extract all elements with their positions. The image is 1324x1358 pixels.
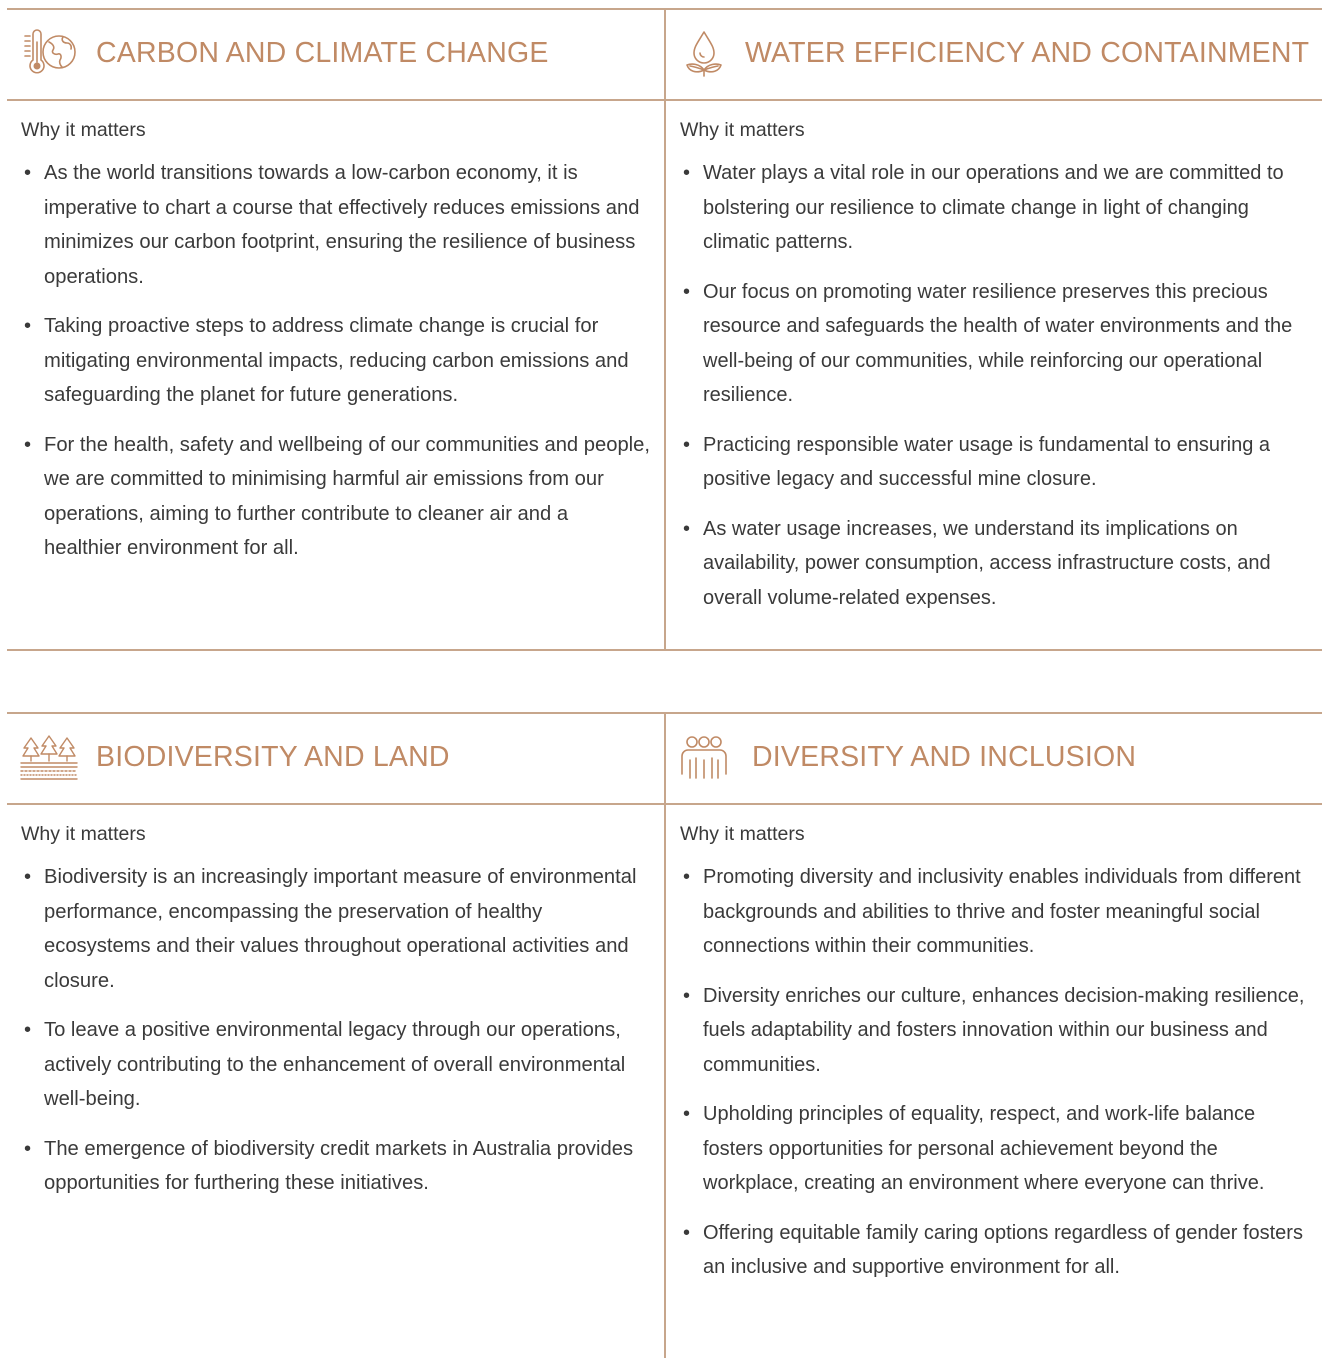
list-item-text: Practicing responsible water usage is fundamental to ensuring a positive legacy and successful mine closure.	[703, 433, 1270, 490]
panel-title: BIODIVERSITY AND LAND	[96, 741, 450, 773]
list-item-text: To leave a positive environmental legacy through our operations, actively contributing to the enhancement of overall environmental well-being.	[44, 1019, 626, 1110]
list-item-text: Our focus on promoting water resilience preserves this precious resource and safeguards the health of water environments and the well-being of our communities, while reinforcing our operational resilience.	[703, 280, 1293, 406]
bullet-icon: •	[24, 162, 32, 184]
list-item	[21, 309, 651, 413]
bullet-icon: •	[683, 433, 691, 456]
bullet-icon: •	[683, 866, 691, 888]
list-item	[680, 1216, 1310, 1285]
list-item	[21, 860, 651, 998]
panel-header	[666, 10, 1322, 99]
bullet-list	[680, 860, 1310, 1285]
trees-land-icon	[19, 730, 79, 786]
list-item-text: As the world transitions towards a low-carbon economy, it is imperative to chart a course that effectively reduces emissions and minimizes our carbon footprint, ensuring the resilience of business operations.	[44, 162, 640, 288]
bullet-icon: •	[683, 1103, 691, 1125]
section-environment	[7, 8, 1322, 651]
why-it-matters-label: Why it matters	[680, 823, 805, 845]
list-item-text: Diversity enriches our culture, enhances decision-making resilience, fuels adaptability and fosters innovation within our business and communities.	[703, 984, 1305, 1076]
list-item-text: Biodiversity is an increasingly important measure of environmental performance, encompassing the preservation of healthy ecosystems and their values throughout operational activities and closure.	[44, 866, 637, 992]
list-item-text: Promoting diversity and inclusivity enables individuals from different backgrounds and abilities to thrive and foster meaningful social connections within their communities.	[703, 866, 1301, 957]
bullet-icon: •	[683, 162, 691, 184]
bullet-icon: •	[24, 1137, 32, 1160]
list-item	[680, 156, 1310, 260]
list-item-text: Taking proactive steps to address climate change is crucial for mitigating environmental impacts, reducing carbon emissions and safeguarding the planet for future generations.	[44, 315, 629, 406]
bullet-list	[21, 860, 651, 1201]
bullet-list	[680, 156, 1310, 615]
bullet-icon: •	[683, 517, 691, 540]
panel-title: CARBON AND CLIMATE CHANGE	[96, 37, 549, 69]
bullet-list	[21, 156, 651, 566]
list-item-text: Water plays a vital role in our operations and we are committed to bolstering our resilience to climate change in light of changing climatic patterns.	[703, 162, 1284, 253]
list-item-text: For the health, safety and wellbeing of our communities and people, we are committed to minimising harmful air emissions from our operations, aiming to further contribute to cleaner air and a healthier environment for all.	[44, 433, 650, 559]
column-divider	[664, 712, 666, 1358]
bullet-icon: •	[24, 866, 32, 888]
bullet-icon: •	[24, 315, 32, 337]
panel-title: WATER EFFICIENCY AND CONTAINMENT	[745, 37, 1310, 69]
list-item-text: As water usage increases, we understand its implications on availability, power consumption, access infrastructure costs, and overall volume-related expenses.	[703, 517, 1271, 609]
people-group-icon	[674, 730, 734, 786]
list-item-text: The emergence of biodiversity credit markets in Australia provides opportunities for furthering these initiatives.	[44, 1137, 634, 1194]
list-item	[680, 512, 1310, 616]
panel-body	[680, 805, 1310, 1300]
bullet-icon: •	[683, 280, 691, 303]
list-item	[680, 979, 1310, 1083]
water-drop-leaves-icon	[674, 26, 734, 82]
panel-body	[21, 101, 651, 581]
section-social	[7, 712, 1322, 1358]
list-item-text: Offering equitable family caring options regardless of gender fosters an inclusive and supportive environment for all.	[703, 1221, 1303, 1278]
why-it-matters-label: Why it matters	[21, 119, 146, 141]
panel-header	[666, 714, 1322, 803]
panel-header	[7, 10, 664, 99]
bullet-icon: •	[24, 1019, 32, 1041]
list-item	[680, 428, 1310, 497]
list-item	[680, 275, 1310, 413]
bullet-icon: •	[24, 433, 32, 456]
why-it-matters-label: Why it matters	[21, 823, 146, 845]
bullet-icon: •	[683, 984, 691, 1007]
panel-body	[21, 805, 651, 1216]
list-item	[21, 156, 651, 294]
panel-title: DIVERSITY AND INCLUSION	[752, 741, 1137, 773]
list-item	[21, 428, 651, 566]
bullet-icon: •	[683, 1221, 691, 1244]
thermometer-globe-icon	[19, 26, 79, 82]
why-it-matters-label: Why it matters	[680, 119, 805, 141]
list-item-text: Upholding principles of equality, respect, and work-life balance fosters opportunities for personal achievement beyond the workplace, creating an environment where everyone can thrive.	[703, 1103, 1265, 1194]
list-item	[680, 860, 1310, 964]
list-item	[680, 1097, 1310, 1201]
column-divider	[664, 8, 666, 651]
panel-body	[680, 101, 1310, 630]
list-item	[21, 1013, 651, 1117]
list-item	[21, 1132, 651, 1201]
panel-header	[7, 714, 664, 803]
